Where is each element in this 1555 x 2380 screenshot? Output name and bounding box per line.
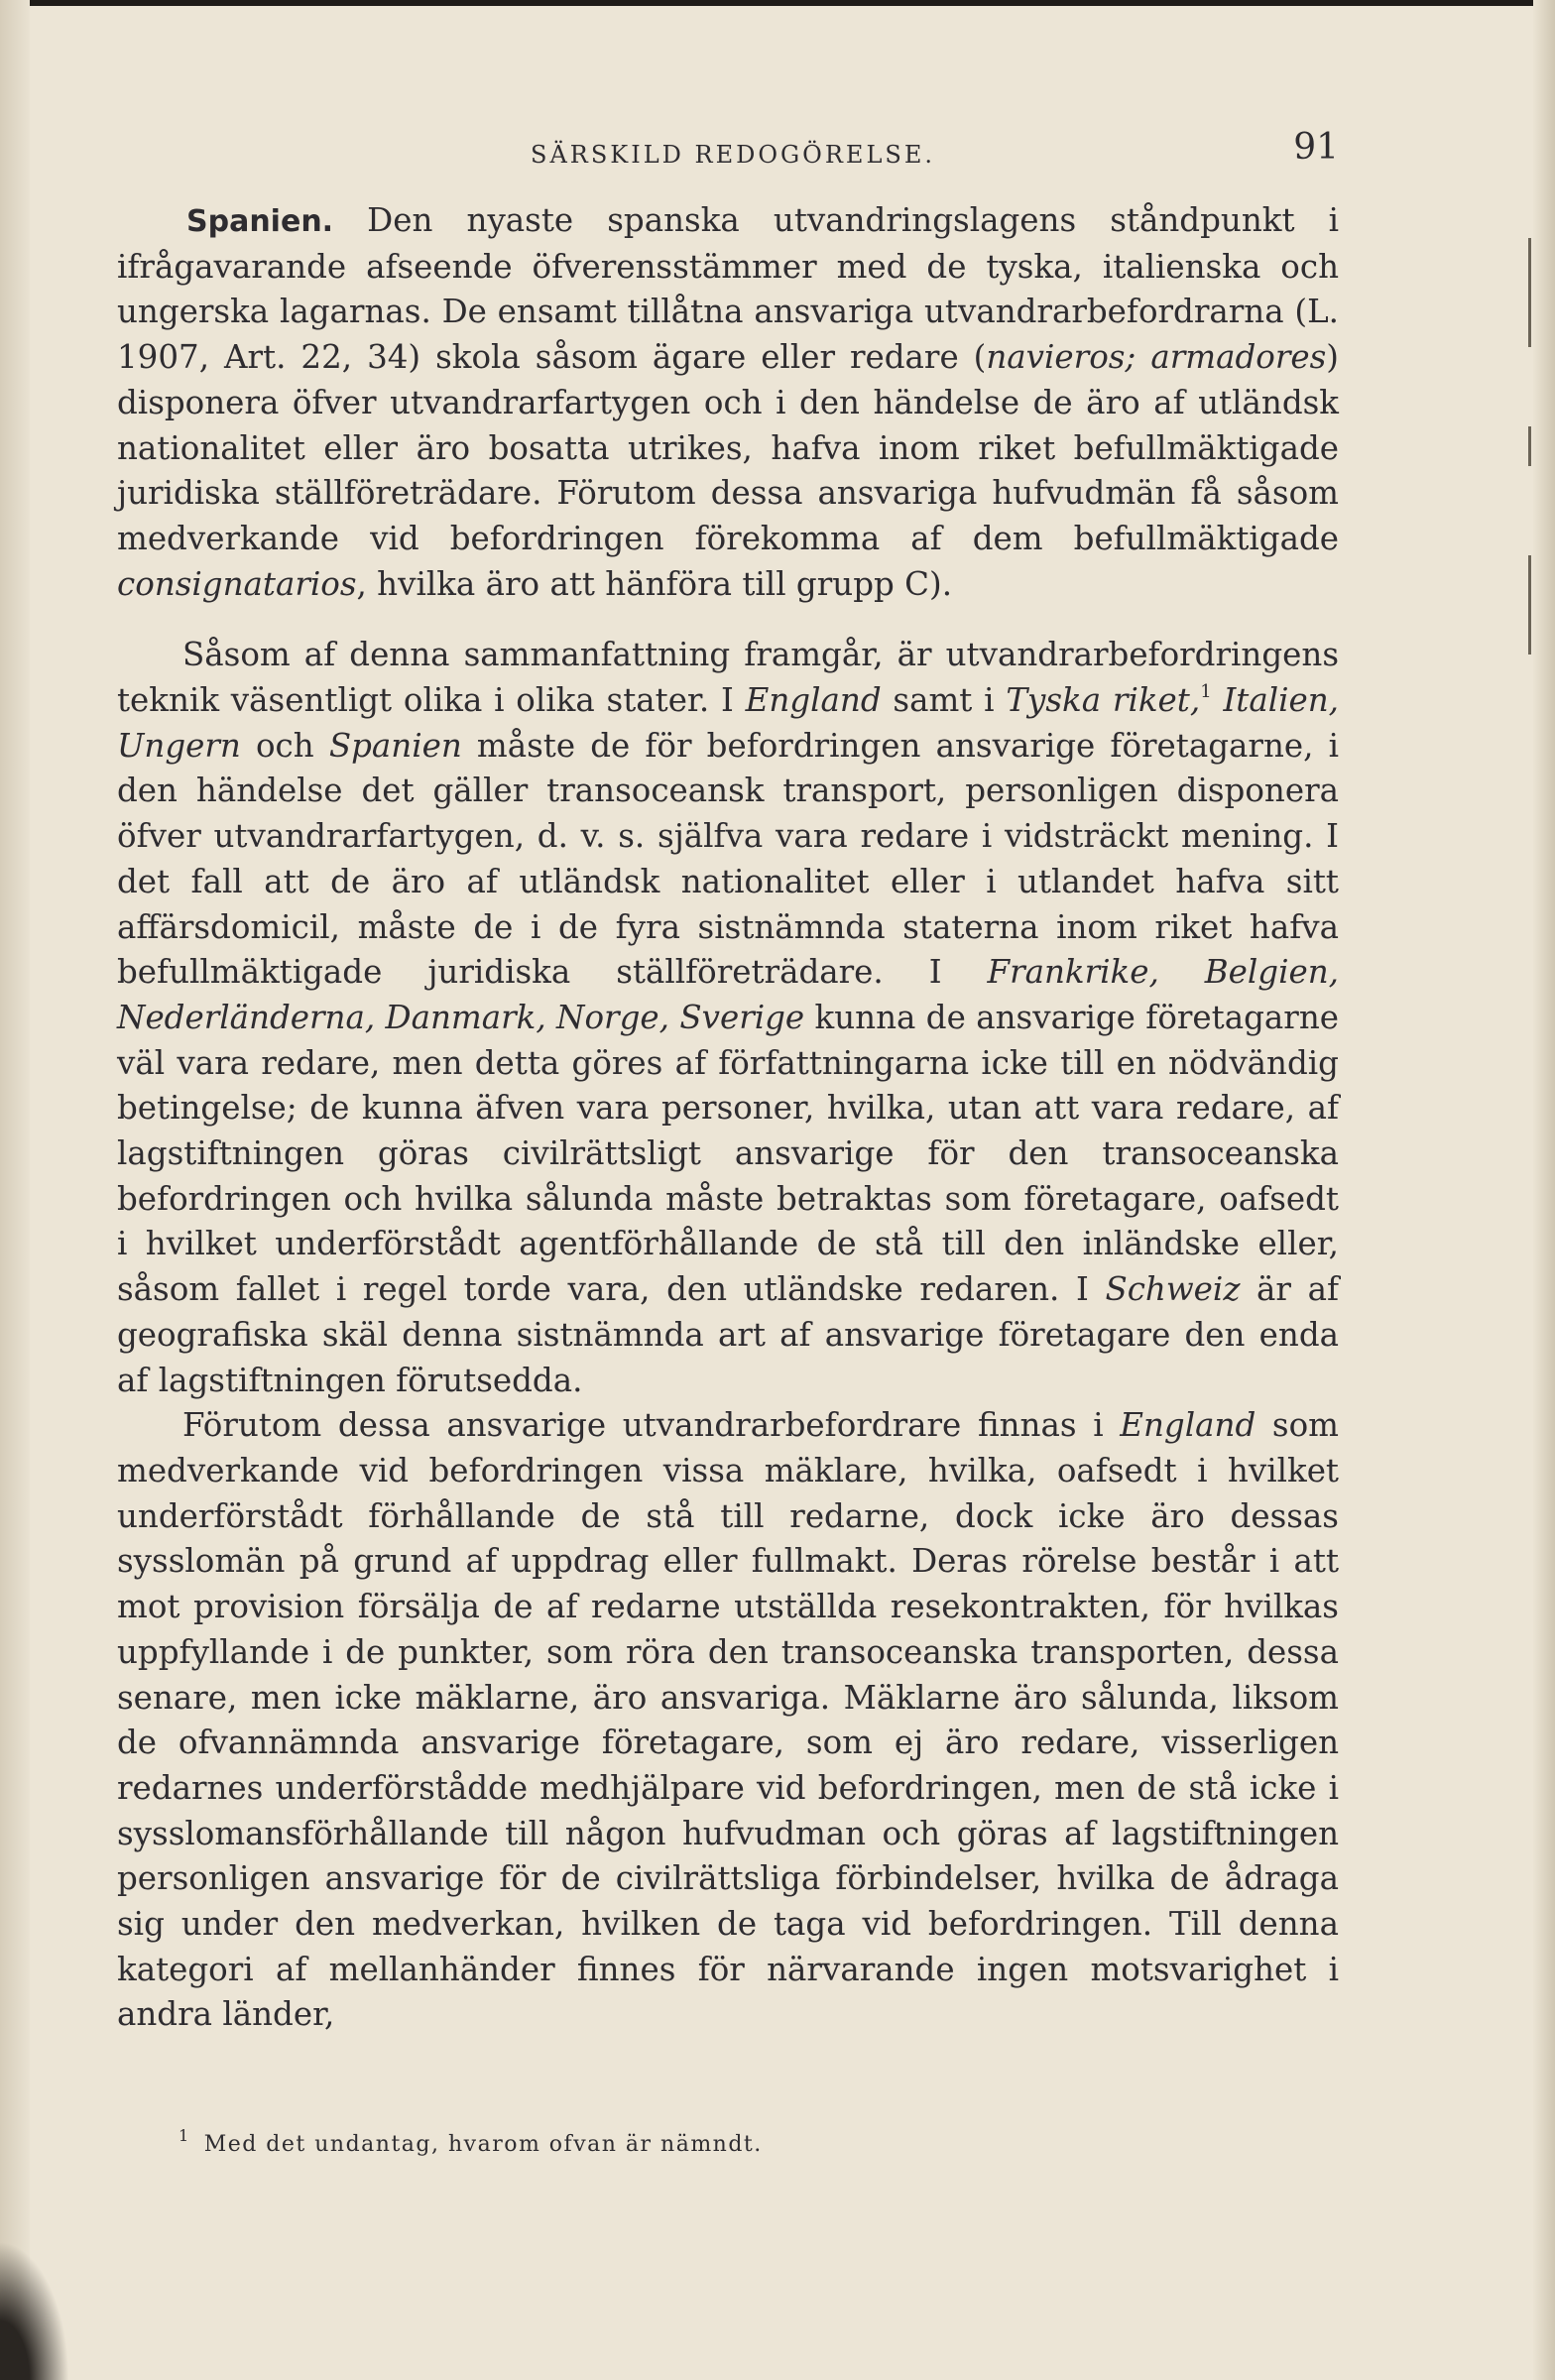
- footnote-text: Med det undantag, hvarom ofvan är nämndt.: [203, 2132, 763, 2157]
- paragraph-text: och: [240, 726, 329, 765]
- footnote-marker: 1: [179, 2126, 190, 2145]
- page-left-edge: [0, 0, 30, 2380]
- italic-term: consignatarios: [117, 564, 357, 603]
- margin-mark: [1528, 426, 1531, 466]
- page-right-edge: [1533, 0, 1555, 2380]
- margin-mark: [1528, 238, 1531, 347]
- scan-corner-shadow: [0, 2241, 69, 2380]
- italic-country: England: [745, 681, 882, 720]
- italic-country: Spanien: [328, 726, 462, 765]
- paragraph-text: måste de för befordringen ansvarige företagarne, i den händelse det gäller transoceansk transport, personligen disponera öfver utvandrarfartygen, d. v. s. själfva vara redare i vidsträckt mening. I det fall att de äro af utländsk nationalitet eller i utlandet hafva sitt affärsdomicil, måste de i de fyra sistnämnda staterna inom riket hafva befullmäktigade juridiska ställföreträdare. I: [117, 726, 1339, 992]
- paragraph-spanien: [117, 198, 1339, 607]
- page-number: 91: [1293, 127, 1339, 168]
- italic-country: England: [1120, 1406, 1256, 1445]
- italic-country: Italien, Ungern: [117, 681, 1339, 765]
- running-title: SÄRSKILD REDOGÖRELSE.: [531, 141, 935, 169]
- paragraph-text: Såsom af denna sammanfattning framgår, är utvandrarbefordringens teknik väsentligt olika i olika stater. I: [117, 636, 1339, 720]
- paragraph-text: samt i: [881, 681, 1007, 720]
- paragraph-text: kunna de ansvarige företagarne väl vara redare, men detta göres af författningarna icke till en nödvändig betingelse; de kunna äfven vara personer, hvilka, utan att vara redare, af lagstiftningen göras civilrättsligt ansvarige för den transoceanska befordringen och hvilka sålunda måste betraktas som företagare, oafsedt i hvilket underförstådt agentförhållande de stå till den inländske eller, såsom fallet i regel torde vara, den utländske redaren. I: [117, 998, 1339, 1309]
- paragraph-text: Den nyaste spanska utvandringslagens ståndpunkt i ifrågavarande afseende öfverensstämmer med de tyska, italienska och ungerska lagarnas. De ensamt tillåtna ansvariga utvandrarbefordrarna (L. 1907, Art. 22, 34) skola såsom ägare eller redare (: [117, 201, 1339, 377]
- paragraph-text: ) disponera öfver utvandrarfartygen och i den händelse de äro af utländsk nationalitet eller äro bosatta utrikes, hafva inom riket befullmäktigade juridiska ställföreträdare. Förutom dessa ansvariga hufvudmän få såsom medverkande vid befordringen förekomma af dem befullmäktigade: [117, 338, 1339, 557]
- paragraph-maklare: [117, 1403, 1339, 2038]
- paragraph-text: som medverkande vid befordringen vissa mäklare, hvilka, oafsedt i hvilket underförstådt förhållande de stå till redarne, dock icke äro dessas sysslomän på grund af uppdrag eller fullmakt. Deras rörelse består i att mot provision försälja de af redarne utställda resekontrakten, för hvilkas uppfyllande i de punkter, som röra den transoceanska transporten, dessa senare, men icke mäklarne, äro ansvariga. Mäklarne äro sålunda, liksom de ofvannämnda ansvarige företagare, som ej äro redare, visserligen redarnes underförstådde medhjälpare vid befordringen, men de stå icke i sysslomansförhållande till någon hufvudman och göras af lagstiftningen personligen ansvarige för de civilrättsliga förbindelser, hvilka de ådraga sig under den medverkan, hvilken de taga vid befordringen. Till denna kategori af mellanhänder finnes för närvarande ingen motsvarighet i andra länder,: [117, 1406, 1339, 2034]
- italic-country-list: Frankrike, Belgien, Nederländerna, Danmark, Norge, Sverige: [117, 953, 1339, 1036]
- paragraph-summary: [117, 633, 1339, 1403]
- paragraph-text: Förutom dessa ansvarige utvandrarbefordrare finnas i: [182, 1406, 1121, 1445]
- page-header: [183, 127, 1339, 186]
- footnote: [179, 2126, 763, 2157]
- body-text: [117, 198, 1339, 2038]
- italic-country: Tyska riket,: [1006, 681, 1201, 720]
- italic-country: Schweiz: [1105, 1270, 1241, 1309]
- paragraph-text: , hvilka äro att hänföra till grupp C).: [356, 564, 953, 603]
- italic-term: navieros; armadores: [986, 338, 1327, 377]
- paragraph-text: är af geografiska skäl denna sistnämnda art af ansvarige företagare den enda af lagstiftningen förutsedda.: [117, 1270, 1339, 1399]
- section-lead-spanien: Spanien.: [186, 204, 334, 239]
- margin-mark: [1528, 555, 1531, 654]
- footnote-reference: 1: [1200, 681, 1212, 703]
